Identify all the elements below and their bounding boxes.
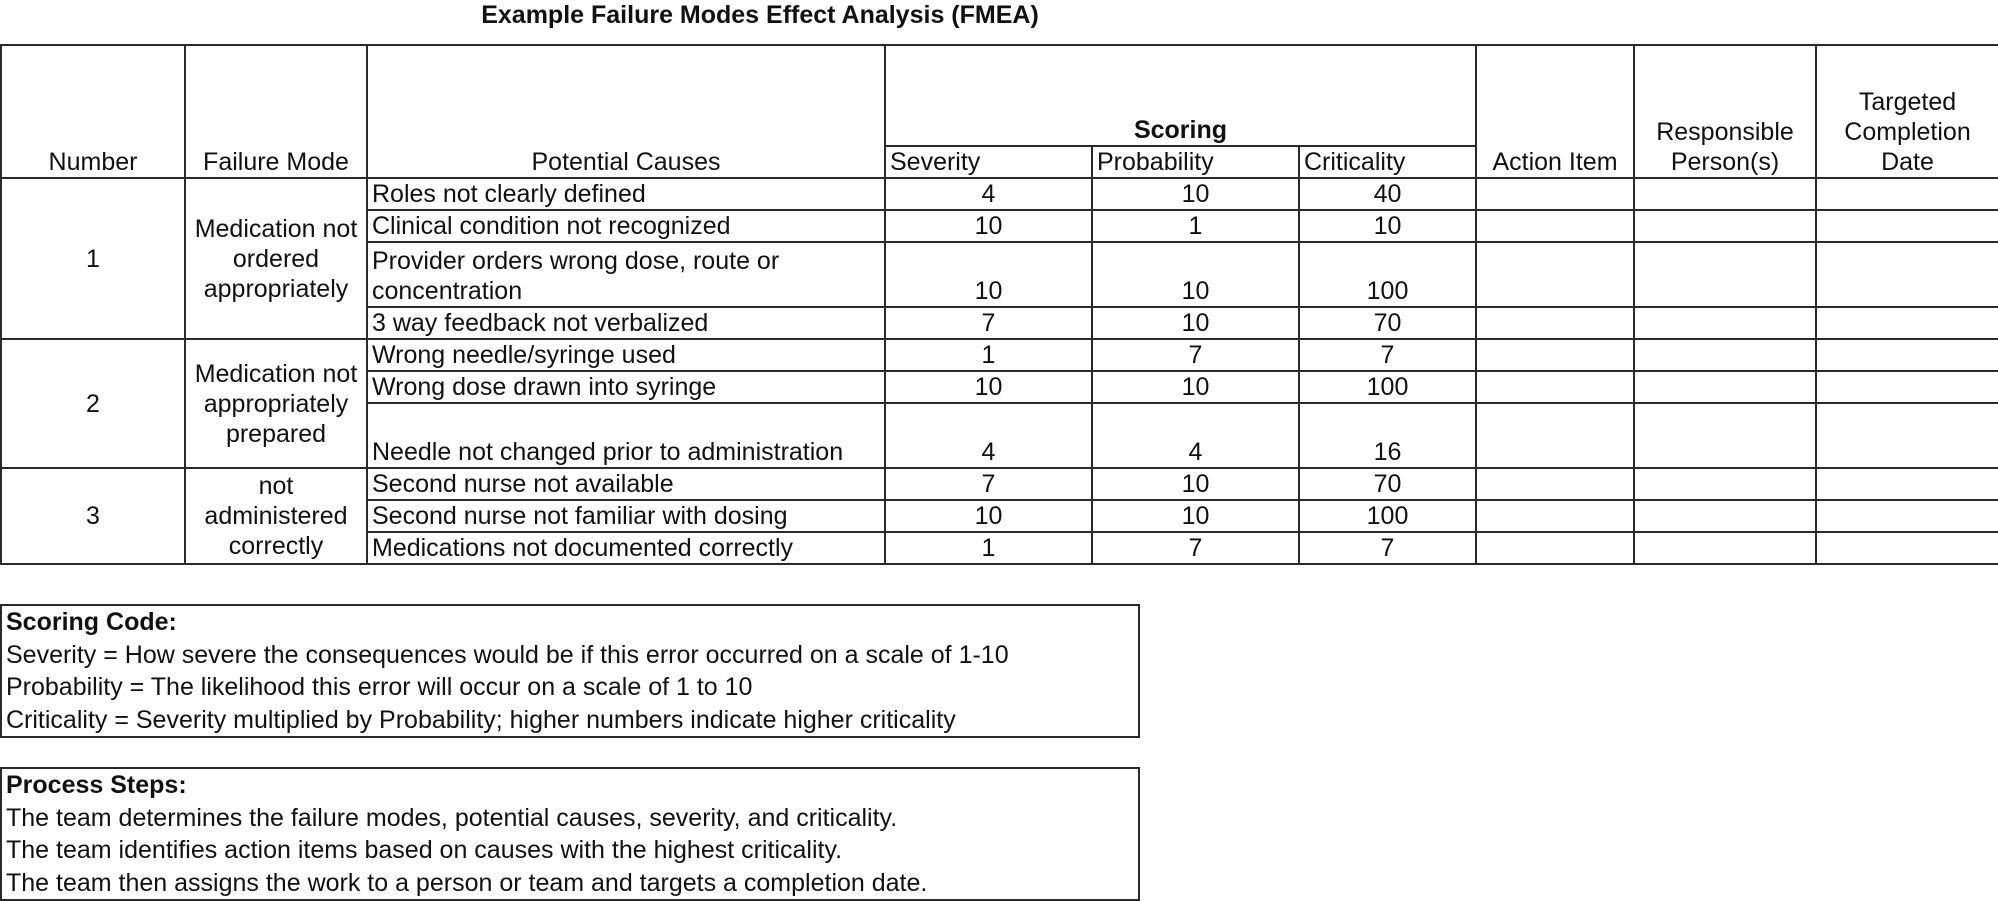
header-probability: Probability [1092,146,1299,179]
probability-cell: 7 [1092,532,1299,564]
action-item-cell [1476,532,1634,564]
responsible-cell [1634,339,1816,371]
responsible-cell [1634,307,1816,339]
completion-date-cell [1816,532,1998,564]
failure-mode-cell: Medication not ordered appropriately [185,178,367,339]
process-steps-box [0,767,1140,901]
severity-cell: 7 [885,468,1092,500]
cause-cell: Provider orders wrong dose, route or concentration [367,242,885,307]
criticality-cell: 7 [1299,339,1476,371]
probability-cell: 10 [1092,371,1299,403]
criticality-cell: 100 [1299,242,1476,307]
action-item-cell [1476,178,1634,210]
scoring-code-box [0,604,1140,738]
header-responsible: Responsible Person(s) [1634,45,1816,178]
completion-date-cell [1816,403,1998,468]
action-item-cell [1476,339,1634,371]
severity-cell: 1 [885,339,1092,371]
process-steps-heading: Process Steps: [6,771,187,799]
completion-date-cell [1816,500,1998,532]
completion-date-cell [1816,210,1998,242]
completion-date-cell [1816,371,1998,403]
responsible-cell [1634,500,1816,532]
responsible-cell [1634,532,1816,564]
cause-cell: 3 way feedback not verbalized [367,307,885,339]
cause-cell: Clinical condition not recognized [367,210,885,242]
header-potential-causes: Potential Causes [367,45,885,178]
responsible-cell [1634,468,1816,500]
action-item-cell [1476,210,1634,242]
header-number: Number [1,45,185,178]
row-number: 3 [1,468,185,564]
header-action-item: Action Item [1476,45,1634,178]
row-number: 1 [1,178,185,339]
header-criticality: Criticality [1299,146,1476,179]
severity-cell: 10 [885,242,1092,307]
row-number: 2 [1,339,185,468]
cause-cell: Medications not documented correctly [367,532,885,564]
severity-cell: 10 [885,371,1092,403]
scoring-code-line: Probability = The likelihood this error will occur on a scale of 1 to 10 [6,673,753,701]
responsible-cell [1634,403,1816,468]
criticality-cell: 100 [1299,500,1476,532]
severity-cell: 7 [885,307,1092,339]
responsible-cell [1634,178,1816,210]
action-item-cell [1476,307,1634,339]
header-failure-mode: Failure Mode [185,45,367,178]
responsible-cell [1634,371,1816,403]
completion-date-cell [1816,468,1998,500]
header-completion-date: Targeted Completion Date [1816,45,1998,178]
cause-cell: Needle not changed prior to administration [367,403,885,468]
process-step-line: The team identifies action items based on causes with the highest criticality. [6,836,843,864]
completion-date-cell [1816,339,1998,371]
probability-cell: 4 [1092,403,1299,468]
page-title: Example Failure Modes Effect Analysis (FMEA) [481,1,1039,29]
process-step-line: The team then assigns the work to a person or team and targets a completion date. [6,868,928,897]
action-item-cell [1476,468,1634,500]
table-row [1,339,1998,371]
criticality-cell: 7 [1299,532,1476,564]
probability-cell: 10 [1092,242,1299,307]
severity-cell: 10 [885,210,1092,242]
probability-cell: 10 [1092,178,1299,210]
probability-cell: 7 [1092,339,1299,371]
failure-mode-cell: not administered correctly [185,468,367,564]
action-item-cell [1476,242,1634,307]
severity-cell: 1 [885,532,1092,564]
process-step-line: The team determines the failure modes, potential causes, severity, and criticality. [6,803,898,832]
action-item-cell [1476,371,1634,403]
probability-cell: 10 [1092,500,1299,532]
header-severity: Severity [885,146,1092,179]
responsible-cell [1634,242,1816,307]
responsible-cell [1634,210,1816,242]
failure-mode-cell: Medication not appropriately prepared [185,339,367,468]
header-scoring: Scoring [885,45,1476,146]
scoring-code-heading: Scoring Code: [6,608,177,636]
severity-cell: 4 [885,403,1092,468]
severity-cell: 4 [885,178,1092,210]
scoring-code-line: Severity = How severe the consequences would be if this error occurred on a scale of 1-10 [6,640,1009,669]
cause-cell: Second nurse not familiar with dosing [367,500,885,532]
completion-date-cell [1816,242,1998,307]
criticality-cell: 70 [1299,468,1476,500]
scoring-code-line: Criticality = Severity multiplied by Probability; higher numbers indicate higher criticality [6,705,956,734]
probability-cell: 1 [1092,210,1299,242]
action-item-cell [1476,403,1634,468]
completion-date-cell [1816,178,1998,210]
action-item-cell [1476,500,1634,532]
criticality-cell: 40 [1299,178,1476,210]
cause-cell: Second nurse not available [367,468,885,500]
table-row [1,178,1998,210]
completion-date-cell [1816,307,1998,339]
criticality-cell: 100 [1299,371,1476,403]
criticality-cell: 70 [1299,307,1476,339]
probability-cell: 10 [1092,307,1299,339]
severity-cell: 10 [885,500,1092,532]
fmea-table [0,44,1998,565]
criticality-cell: 10 [1299,210,1476,242]
cause-cell: Wrong needle/syringe used [367,339,885,371]
cause-cell: Roles not clearly defined [367,178,885,210]
cause-cell: Wrong dose drawn into syringe [367,371,885,403]
table-row [1,468,1998,500]
criticality-cell: 16 [1299,403,1476,468]
probability-cell: 10 [1092,468,1299,500]
